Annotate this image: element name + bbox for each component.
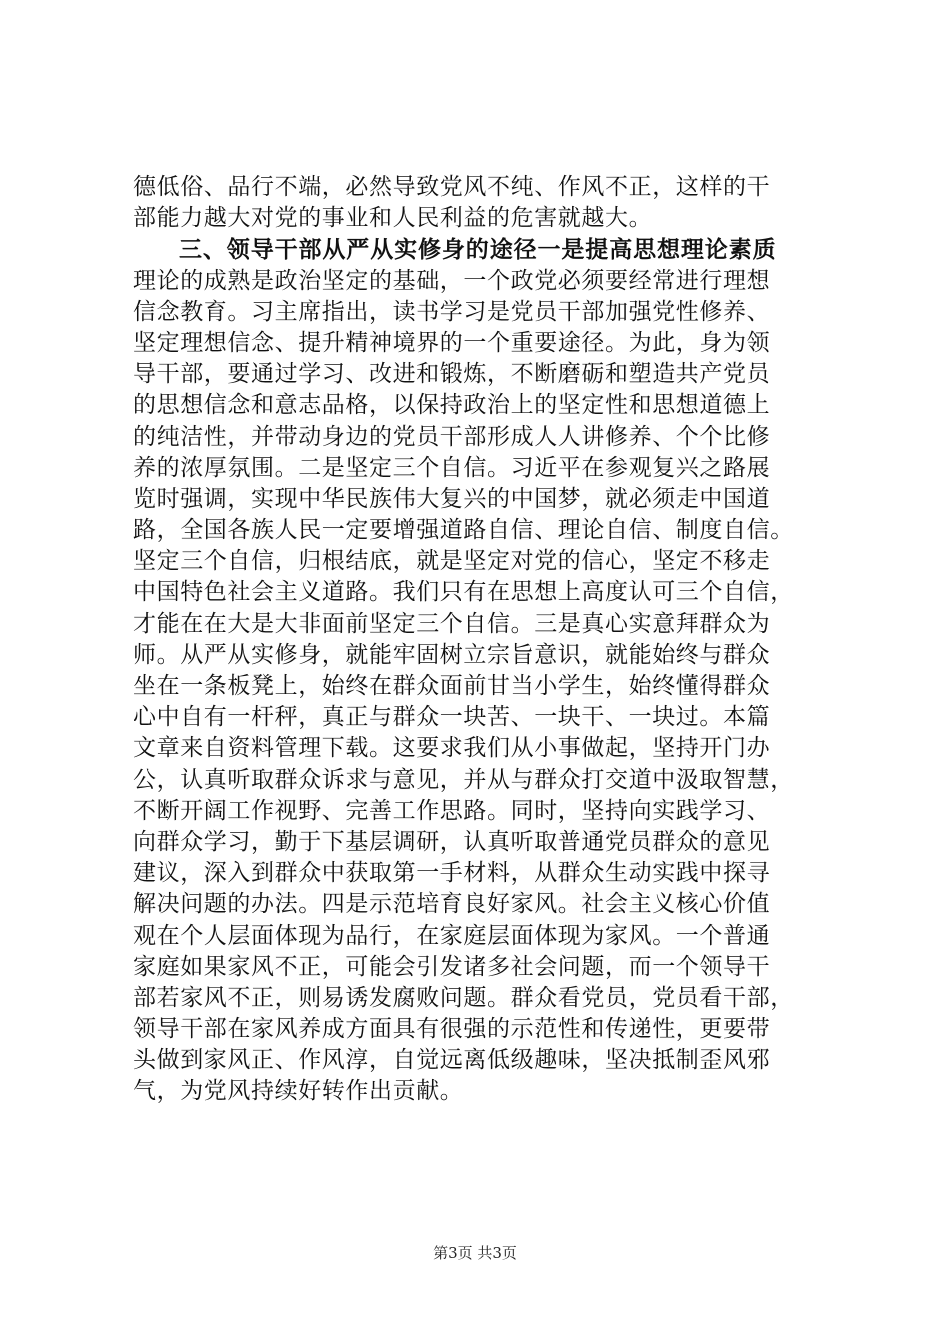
text-line: 养的浓厚氛围。二是坚定三个自信。习近平在参观复兴之路展 [133, 454, 771, 481]
text-line: 德低俗、品行不端，必然导致党风不纯、作风不正，这样的干 [133, 174, 771, 200]
text-line: 师。从严从实修身，就能牢固树立宗旨意识，就能始终与群众 [133, 641, 771, 668]
text-line: 路，全国各族人民一定要增强道路自信、理论自信、制度自信。 [133, 517, 794, 544]
body-text [133, 172, 833, 1108]
text-line: 的思想信念和意志品格，以保持政治上的坚定性和思想道德上 [133, 392, 771, 419]
text-line: 坚定三个自信，归根结底，就是坚定对党的信心，坚定不移走 [133, 548, 771, 575]
page-number: 第3页 共3页 [433, 1244, 517, 1262]
text-line: 部若家风不正，则易诱发腐败问题。群众看党员，党员看干部， [133, 984, 794, 1011]
text-line: 中国特色社会主义道路。我们只有在思想上高度认可三个自信， [133, 579, 794, 606]
text-line: 公，认真听取群众诉求与意见，并从与群众打交道中汲取智慧， [133, 766, 794, 793]
text-line: 理论的成熟是政治坚定的基础，一个政党必须要经常进行理想 [133, 267, 771, 294]
text-line: 坚定理想信念、提升精神境界的一个重要途径。为此，身为领 [133, 329, 771, 356]
text-line: 坐在一条板凳上，始终在群众面前甘当小学生，始终懂得群众 [133, 673, 771, 699]
text-line: 才能在在大是大非面前坚定三个自信。三是真心实意拜群众为 [133, 610, 771, 637]
text-line: 领导干部在家风养成方面具有很强的示范性和传递性，更要带 [133, 1016, 771, 1043]
text-line: 解决问题的办法。四是示范培育良好家风。社会主义核心价值 [133, 891, 771, 918]
text-line: 心中自有一杆秤，真正与群众一块苦、一块干、一块过。本篇 [133, 704, 771, 731]
text-line: 文章来自资料管理下载。这要求我们从小事做起，坚持开门办 [133, 735, 771, 762]
text-line: 观在个人层面体现为品行，在家庭层面体现为家风。一个普通 [133, 922, 771, 949]
page-footer [0, 1243, 950, 1263]
text-line: 建议，深入到群众中获取第一手材料，从群众生动实践中探寻 [133, 860, 771, 887]
text-line: 导干部，要通过学习、改进和锻炼，不断磨砺和塑造共产党员 [133, 361, 771, 388]
text-line: 气，为党风持续好转作出贡献。 [133, 1078, 464, 1105]
text-line: 览时强调，实现中华民族伟大复兴的中国梦，就必须走中国道 [133, 485, 771, 512]
text-line: 头做到家风正、作风淳，自觉远离低级趣味，坚决抵制歪风邪 [133, 1047, 771, 1074]
text-line: 向群众学习，勤于下基层调研，认真听取普通党员群众的意见 [133, 828, 771, 855]
text-line: 家庭如果家风不正，可能会引发诸多社会问题，而一个领导干 [133, 953, 771, 980]
text-line: 部能力越大对党的事业和人民利益的危害就越大。 [133, 205, 653, 232]
text-line: 不断开阔工作视野、完善工作思路。同时，坚持向实践学习、 [133, 797, 771, 824]
text-line: 信念教育。习主席指出，读书学习是党员干部加强党性修养、 [133, 298, 771, 325]
text-line: 的纯洁性，并带动身边的党员干部形成人人讲修养、个个比修 [133, 423, 771, 450]
section-heading: 三、领导干部从严从实修身的途径一是提高思想理论素质 [179, 236, 777, 264]
